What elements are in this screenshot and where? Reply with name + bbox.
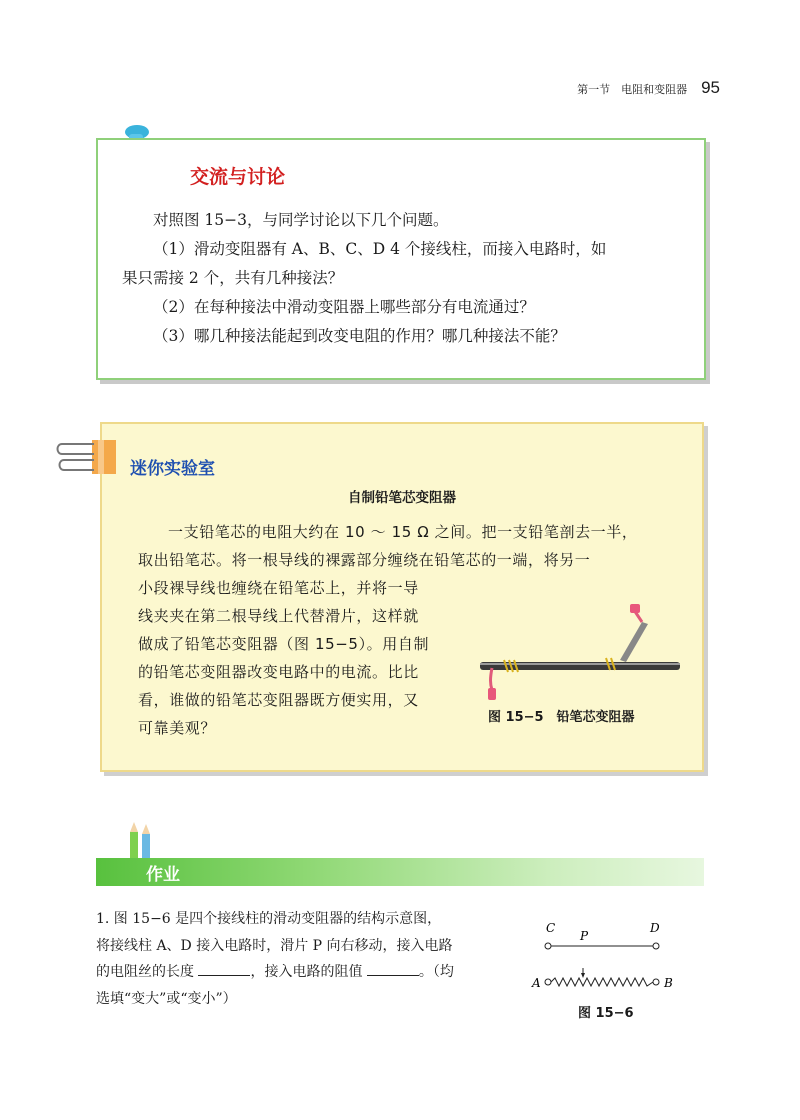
terminal-label-b: B bbox=[664, 976, 673, 990]
homework-line-part: 的电阻丝的长度 bbox=[96, 964, 199, 980]
terminal-label-d: D bbox=[650, 921, 660, 935]
lab-line: 取出铅笔芯。将一根导线的裸露部分缠绕在铅笔芯的一端，将另一 bbox=[138, 551, 591, 569]
discussion-body bbox=[122, 206, 692, 351]
lab-line: 线夹夹在第二根导线上代替滑片，这样就 bbox=[138, 607, 419, 625]
page-header bbox=[577, 78, 720, 98]
lab-line: 可靠美观？ bbox=[138, 719, 217, 737]
homework-bar bbox=[96, 858, 704, 886]
answer-blank[interactable] bbox=[198, 961, 250, 976]
homework-body bbox=[96, 906, 506, 1012]
discussion-q1-line2: 果只需接 2 个，共有几种接法？ bbox=[122, 269, 344, 287]
lab-line: 的铅笔芯变阻器改变电路中的电流。比比 bbox=[138, 663, 419, 681]
section-title: 第一节 电阻和变阻器 bbox=[577, 83, 688, 96]
homework-line: 选填“变大”或“变小”） bbox=[96, 990, 237, 1007]
lab-line: 小段裸导线也缠绕在铅笔芯上，并将一导 bbox=[138, 579, 419, 597]
discussion-q3: （3）哪几种接法能起到改变电阻的作用？哪几种接法不能？ bbox=[153, 327, 566, 345]
lab-line: 一支铅笔芯的电阻大约在 10 ～ 15 Ω 之间。把一支铅笔剖去一半， bbox=[168, 523, 638, 541]
homework-line bbox=[96, 959, 506, 986]
page-number: 95 bbox=[701, 78, 720, 97]
answer-blank[interactable] bbox=[367, 961, 419, 976]
homework-title: 作业 bbox=[146, 865, 180, 885]
homework-line: 1. 图 15−6 是四个接线柱的滑动变阻器的结构示意图， bbox=[96, 911, 442, 927]
binder-clip-icon bbox=[54, 436, 118, 478]
lab-line: 看，谁做的铅笔芯变阻器既方便实用，又 bbox=[138, 691, 419, 709]
mini-lab-box bbox=[100, 422, 704, 772]
pencil-lead-rheostat-illustration bbox=[474, 602, 684, 722]
slider-label-p: P bbox=[580, 929, 589, 943]
terminal-label-a: A bbox=[532, 976, 541, 990]
lab-subtitle: 自制铅笔芯变阻器 bbox=[348, 490, 456, 506]
discussion-intro: 对照图 15−3，与同学讨论以下几个问题。 bbox=[153, 211, 449, 229]
discussion-q1-line1: （1）滑动变阻器有 A、B、C、D 4 个接线柱，而接入电路时，如 bbox=[153, 240, 607, 258]
figure-15-6-caption: 图 15−6 bbox=[578, 1006, 634, 1021]
lab-title: 迷你实验室 bbox=[130, 459, 215, 479]
discussion-title: 交流与讨论 bbox=[190, 166, 286, 188]
terminal-label-c: C bbox=[546, 921, 556, 935]
lab-line: 做成了铅笔芯变阻器（图 15−5）。用自制 bbox=[138, 635, 430, 653]
homework-line-part: 。（均 bbox=[418, 964, 454, 980]
discussion-box bbox=[96, 138, 706, 380]
homework-line: 将接线柱 A、D 接入电路时，滑片 P 向右移动，接入电路 bbox=[96, 937, 453, 954]
homework-line-part: ，接入电路的阻值 bbox=[250, 964, 367, 980]
discussion-q2: （2）在每种接法中滑动变阻器上哪些部分有电流通过？ bbox=[153, 298, 535, 316]
lab-figure-caption: 图 15−5 铅笔芯变阻器 bbox=[488, 710, 635, 725]
